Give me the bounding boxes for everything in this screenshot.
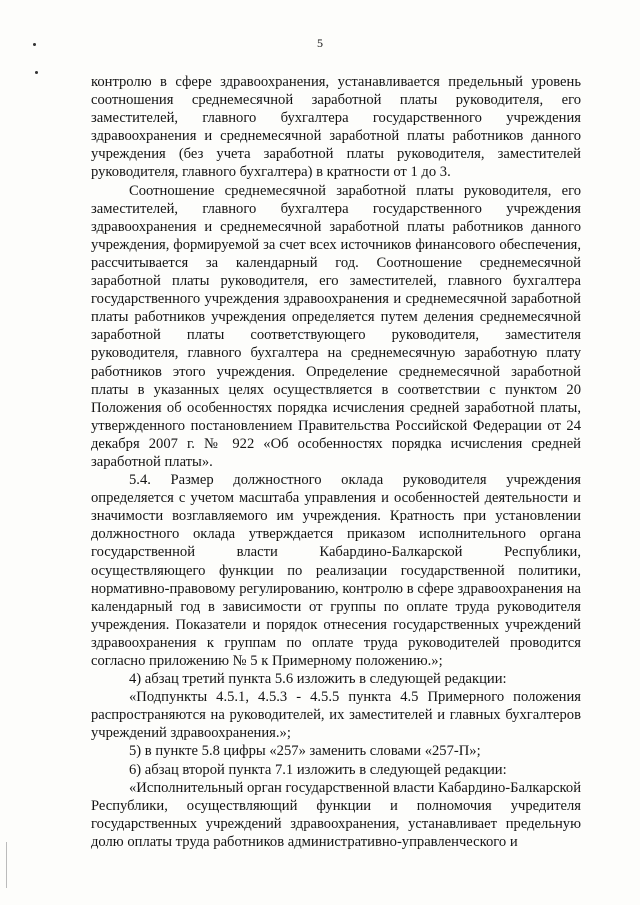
paragraph-item-6: 6) абзац второй пункта 7.1 изложить в следующей редакции: [129, 761, 507, 778]
paragraph-item-4: 4) абзац третий пункта 5.6 изложить в следующей редакции: [129, 671, 507, 688]
paragraph: «Исполнительный орган государственной власти Кабардино-Балкарской Республики, осуществляющий функции и полномочия учредителя государственных учреждений здравоохранения, устанавливает предельную долю оплаты труда работников административно-управленческого и [91, 779, 582, 850]
paragraph: контролю в сфере здравоохранения, устанавливается предельный уровень соотношения среднемесячной заработной платы руководителя, его заместителей, главного бухгалтера государственного учреждения здравоохранения и среднемесячной заработной платы работников данного учреждения (без учета заработной платы руководителя, заместителей руководителя, главного бухгалтера) в кратности от 1 до 3. [91, 74, 581, 181]
paragraph: Соотношение среднемесячной заработной платы руководителя, его заместителей, главного бухгалтера государственного учреждения здравоохранения и среднемесячной заработной платы работников данного учреждения, формируемой за счет всех источников финансового обеспечения, рассчитывается за календарный год. Соотношение среднемесячной заработной платы руководителя, его заместителей, главного бухгалтера государственного учреждения здравоохранения и среднемесячной заработной платы работников учреждения определяется путем деления среднемесячной заработной платы соответствующего руководителя, заместителя руководителя, главного бухгалтера на среднемесячную заработную плату работников этого учреждения. Определение среднемесячной заработной платы в указанных целях осуществляется в соответствии с пунктом 20 Положения об особенностях порядка исчисления средней заработной платы, утвержденного постановлением Правительства Российской Федерации от 24 декабря 2007 г. № 922 «Об особенностях порядка исчисления средней заработной платы». [91, 182, 581, 470]
page-number: 5 [317, 36, 323, 50]
document-text [91, 73, 581, 851]
paragraph-5-4: 5.4. Размер должностного оклада руководителя учреждения определяется с учетом масштаба управления и особенностей деятельности и значимости возглавляемого им учреждения. Кратность при установлении должностного оклада утверждается приказом исполнительного органа государственной власти Кабардино-Балкарской Республики, осуществляющего функции по реализации государственной политики, нормативно-правовому регулированию, контролю в сфере здравоохранения на календарный год в зависимости от группы по оплате труда руководителя учреждения. Показатели и порядок отнесения государственных учреждений здравоохранения к группам по оплате труда руководителей проводится согласно приложению № 5 к Примерному положению.»; [91, 472, 581, 669]
scan-dot-mark [35, 71, 38, 74]
paragraph: «Подпункты 4.5.1, 4.5.3 - 4.5.5 пункта 4.5 Примерного положения распространяются на руководителей, их заместителей и главных бухгалтеров учреждений здравоохранения.»; [91, 689, 581, 742]
scan-edge-line [6, 842, 7, 888]
paragraph-item-5: 5) в пункте 5.8 цифры «257» заменить словами «257-П»; [129, 743, 481, 760]
